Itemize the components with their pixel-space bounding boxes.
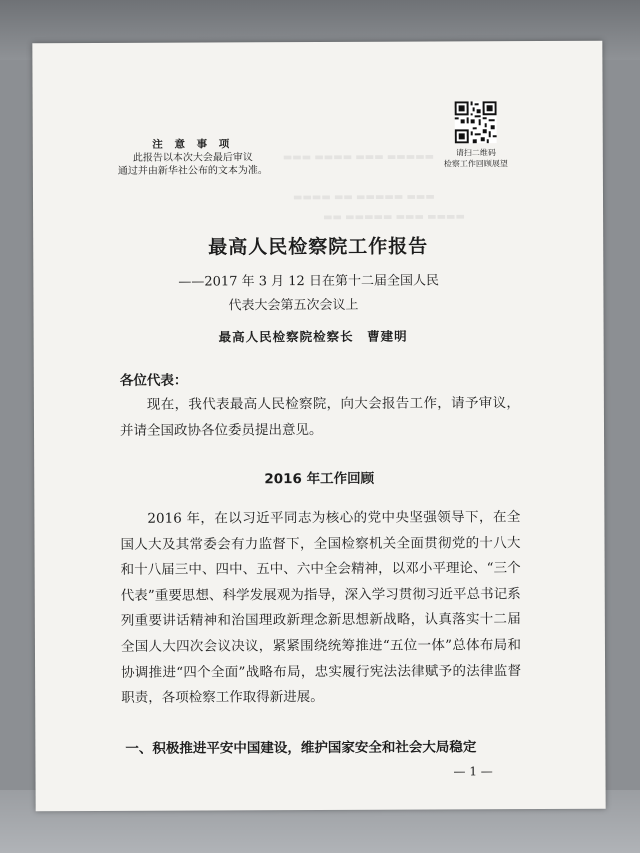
notice-block <box>103 138 283 178</box>
page-number: — 1 — <box>453 764 493 779</box>
intro-paragraph: 现在，我代表最高人民检察院，向大会报告工作，请予审议，并请全国政协各位委员提出意见。 <box>119 395 520 439</box>
qr-caption: 请扫二维码 <box>455 148 496 158</box>
document-title: 最高人民检察院工作报告 <box>208 235 429 259</box>
document-subtitle: ——2017 年 3 月 12 日在第十二届全国人民 <box>178 273 439 290</box>
document-subtitle: 代表大会第五次会议上 <box>228 297 359 314</box>
qr-code-block <box>431 101 521 169</box>
document-author: 最高人民检察院检察长 曹建明 <box>218 328 408 345</box>
show-through-text: ▬▬▬ ▬▬▬▬ ▬▬▬ ▬▬▬▬▬ <box>282 151 435 164</box>
show-through-text: ▬▬ ▬▬▬▬▬ ▬▬▬ ▬▬▬▬ <box>323 211 465 223</box>
document-page <box>32 41 605 811</box>
show-through-text: ▬▬▬▬ ▬▬ ▬▬▬▬▬ ▬▬▬ <box>292 191 435 204</box>
qr-code-icon <box>455 101 497 143</box>
sub-heading: 一、积极推进平安中国建设，维护国家安全和社会大局稳定 <box>125 739 477 757</box>
notice-line: 通过并由新华社公布的文本为准。 <box>117 165 268 177</box>
qr-caption: 检察工作回顾展望 <box>443 159 508 169</box>
body-paragraph: 2016 年，在以习近平同志为核心的党中央坚强领导下，在全国人大及其常委会有力监督下，全国检察机关全面贯彻党的十八大和十八届三中、四中、五中、六中全会精神，以邓小平理论、“三个代表”重要思想、科学发展观为指导，深入学习贯彻习近平总书记系列重要讲话精神和治国理政新理念新思想新战略，认真落实十二届全国人大四次会议决议，紧紧围绕统筹推进“五位一体”总体布局和协调推进“四个全面”战略布局，忠实履行宪法法律赋予的法律监督职责，各项检察工作取得新进展。 <box>120 509 522 707</box>
section-heading: 2016 年工作回顾 <box>264 470 375 488</box>
notice-line: 此报告以本次大会最后审议 <box>132 152 253 164</box>
notice-title: 注 意 事 项 <box>152 138 234 151</box>
salutation: 各位代表： <box>119 372 188 389</box>
